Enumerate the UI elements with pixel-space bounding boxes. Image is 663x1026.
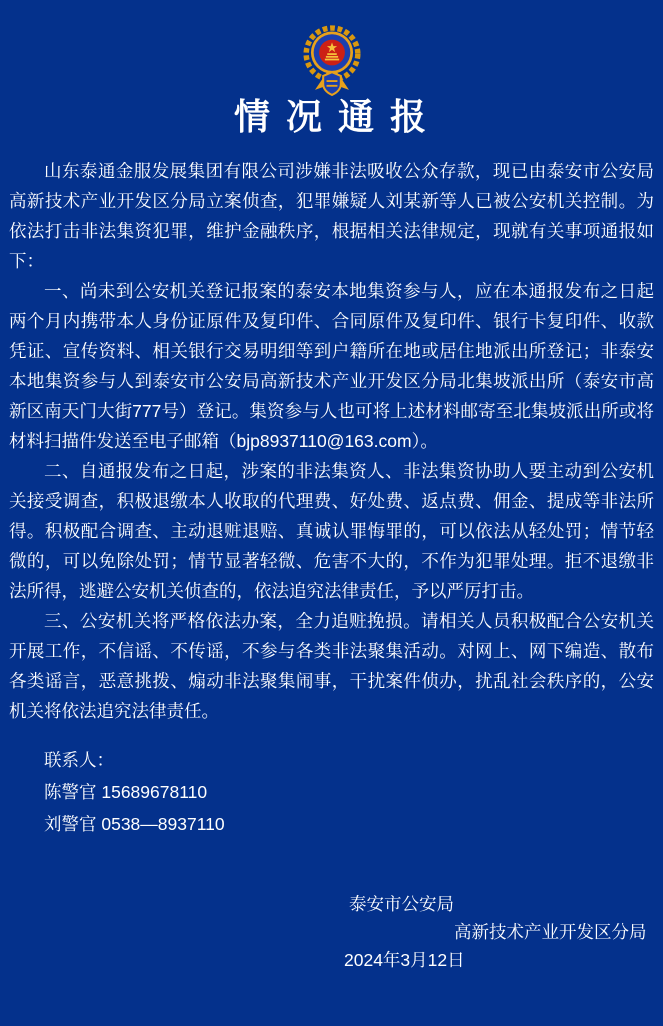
notice-content [9,156,654,974]
notice-paragraph-intro: 山东泰通金服发展集团有限公司涉嫌非法吸收公众存款，现已由泰安市公安局高新技术产业开发区分局立案侦查，犯罪嫌疑人刘某新等人已被公安机关控制。为依法打击非法集资犯罪，维护金融秩序，根据相关法律规定，现就有关事项通报如下： [9,161,654,271]
police-badge-icon [298,24,366,96]
notice-title: 情 况 通 报 [233,96,429,137]
contact-officer-liu: 刘警官 0538—8937110 [44,814,225,834]
contact-label: 联系人： [44,750,114,770]
signature-date: 2024年3月12日 [344,950,465,970]
police-emblem [298,24,366,96]
notice-paragraph-item-2: 二、自通报发布之日起，涉案的非法集资人、非法集资协助人要主动到公安机关接受调查，积极退缴本人收取的代理费、好处费、返点费、佣金、提成等非法所得。积极配合调查、主动退赃退赔、真诚认罪悔罪的，可以依法从轻处罚；情节轻微的，可以免除处罚；情节显著轻微、危害不大的，不作为犯罪处理。拒不退缴非法所得，逃避公安机关侦查的，依法追究法律责任，予以严厉打击。 [9,461,654,601]
notice-paragraph-item-1: 一、尚未到公安机关登记报案的泰安本地集资参与人，应在本通报发布之日起两个月内携带本人身份证原件及复印件、合同原件及复印件、银行卡复印件、收款凭证、宣传资料、相关银行交易明细等到户籍所在地或居住地派出所登记；非泰安本地集资参与人到泰安市公安局高新技术产业开发区分局北集坡派出所（泰安市高新区南天门大街777号）登记。集资参与人也可将上述材料邮寄至北集坡派出所或将材料扫描件发送至电子邮箱（bjp8937110@163.com）。 [9,281,654,451]
signature-org-city: 泰安市公安局 [349,894,454,914]
signature-org-district: 高新技术产业开发区分局 [454,922,647,942]
notice-body [9,156,654,726]
signature-block [9,890,654,974]
contact-officer-chen: 陈警官 15689678110 [44,782,208,802]
notice-paragraph-item-3: 三、公安机关将严格依法办案，全力追赃挽损。请相关人员积极配合公安机关开展工作，不信谣、不传谣，不参与各类非法聚集活动。对网上、网下编造、散布各类谣言，恶意挑拨、煽动非法聚集闹事，干扰案件侦办，扰乱社会秩序的，公安机关将依法追究法律责任。 [9,611,654,721]
contact-block [9,744,654,840]
